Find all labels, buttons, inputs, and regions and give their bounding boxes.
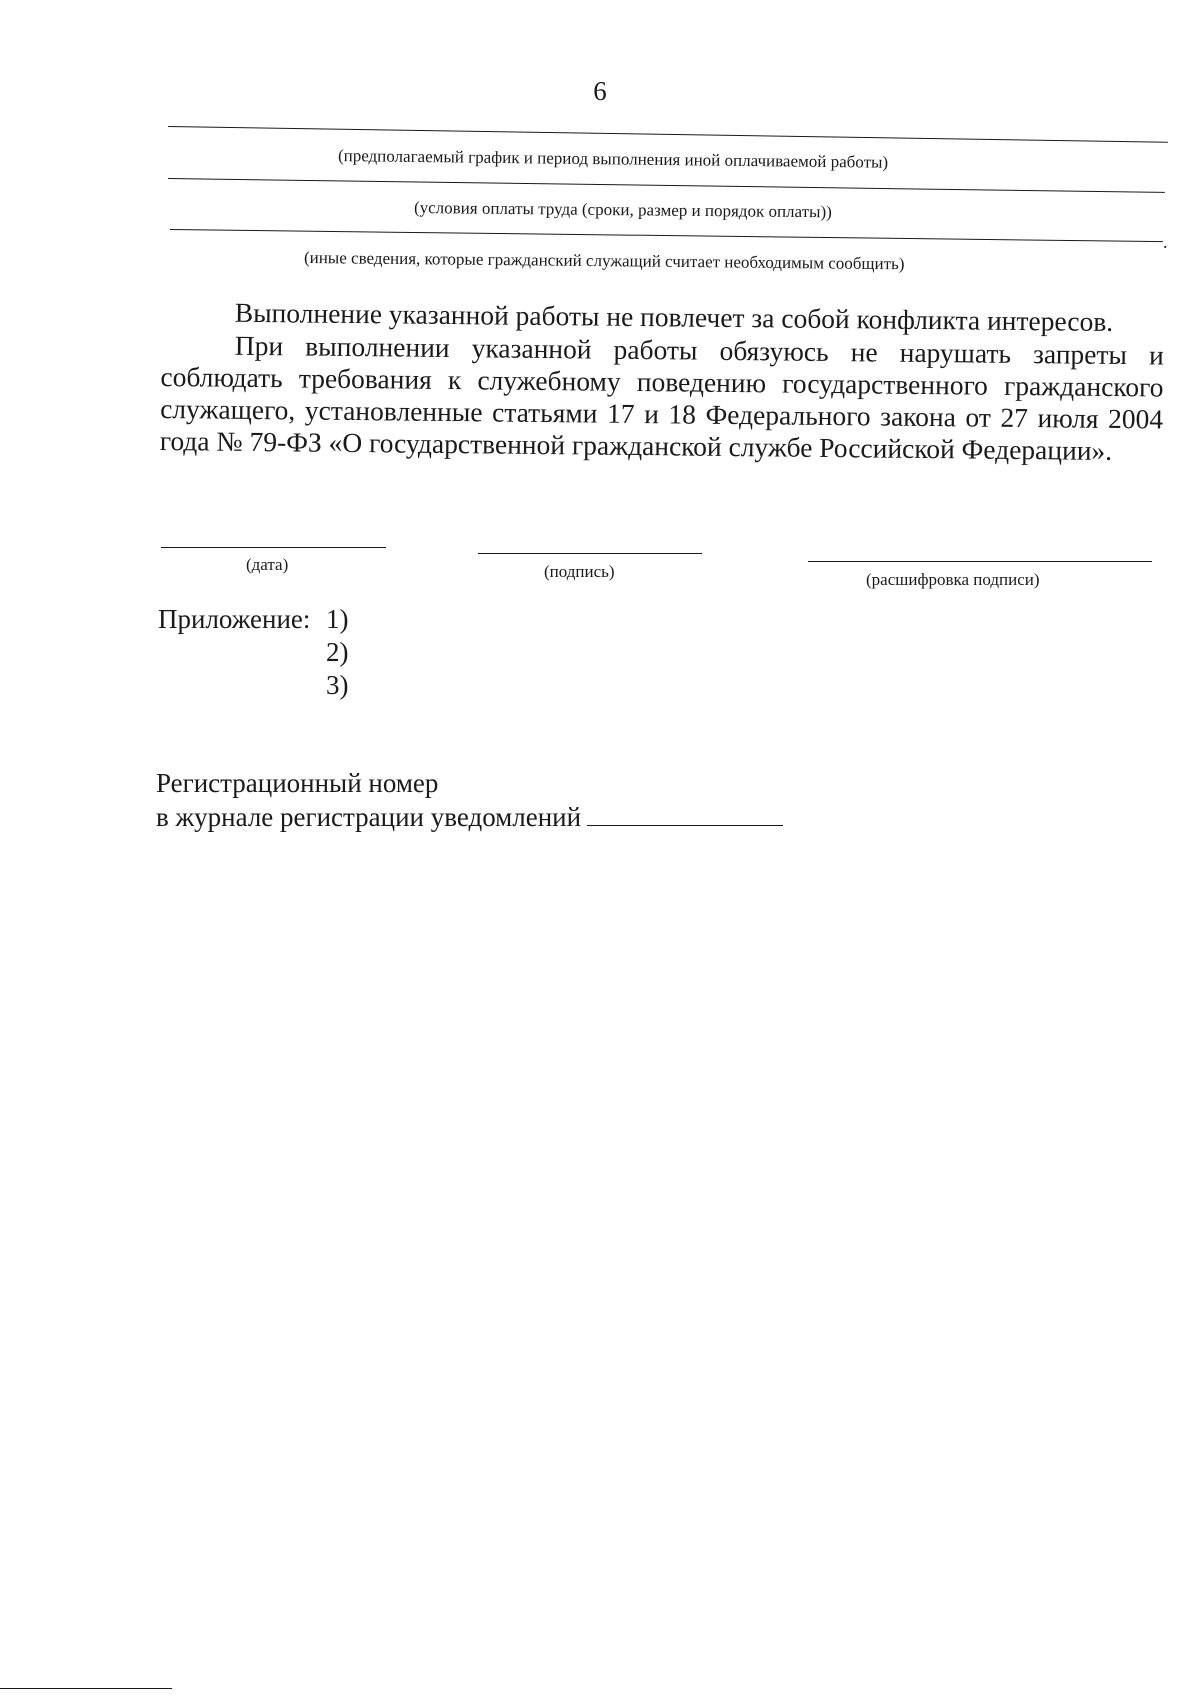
signature-line <box>478 553 702 554</box>
attachments-label: Приложение: <box>158 604 311 634</box>
page-number: 6 <box>593 76 607 106</box>
payment-field-caption: (условия оплаты труда (сроки, размер и порядок оплаты)) <box>413 198 832 222</box>
no-conflict-statement: Выполнение указанной работы не повлечет за собой конфликта интересов. <box>234 296 1114 337</box>
other-info-field-line <box>170 229 1163 242</box>
registration-number-label: Регистрационный номер <box>156 768 439 798</box>
payment-field-line <box>168 178 1165 193</box>
registration-journal-label: в журнале регистрации уведомлений <box>156 802 582 832</box>
footnote-separator <box>0 1688 172 1689</box>
other-info-field-caption: (иные сведения, которые гражданский служащий считает необходимым сообщить) <box>303 248 905 274</box>
attachment-item: 2) <box>326 637 349 667</box>
signature-decoding-line <box>808 561 1152 562</box>
attachment-item: 1) <box>326 604 349 634</box>
signature-caption: (подпись) <box>544 562 615 581</box>
schedule-field-line <box>168 126 1168 143</box>
date-caption: (дата) <box>246 555 289 574</box>
attachment-item: 3) <box>326 670 349 700</box>
schedule-field-caption: (предполагаемый график и период выполнения иной оплачиваемой работы) <box>337 146 889 172</box>
obligation-statement: При выполнении указанной работы обязуюсь не нарушать запреты и соблюдать требования к служебному поведению государственного гражданского служащего, установленные статьями 17 и 18 Федерального закона от 27 июля 2004 года № 79-ФЗ «О государственной гражданской службе Российской Федерации». <box>159 329 1164 466</box>
registration-number-blank <box>587 803 783 826</box>
date-signature-line <box>161 547 386 548</box>
signature-decoding-caption: (расшифровка подписи) <box>866 570 1040 589</box>
other-info-trailing-dot: . <box>1163 232 1168 252</box>
registration-journal-line <box>156 801 783 834</box>
